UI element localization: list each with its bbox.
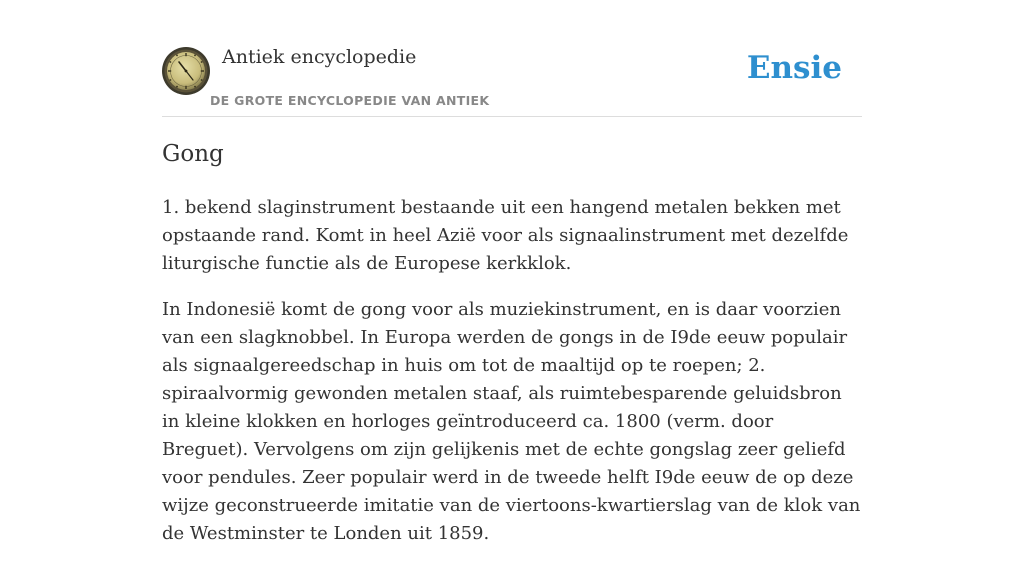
site-header (162, 0, 862, 117)
article-paragraph: In Indonesië komt de gong voor als muziekinstrument, en is daar voorzien van een slagknobbel. In Europa werden de gongs in de I9de eeuw populair als signaalgereedschap in huis om tot de maaltijd op te roepen; 2. spiraalvormig gewonden metalen staaf, als ruimtebesparende geluidsbron in kleine klokken en horloges geïntroduceerd ca. 1800 (verm. door Breguet). Vervolgens om zijn gelijkenis met de echte gongslag zeer geliefd voor pendules. Zeer populair werd in de tweede helft I9de eeuw de op deze wijze geconstrueerde imitatie van de viertoons-kwartierslag van de klok van de Westminster te Londen uit 1859. (162, 299, 861, 544)
article (162, 138, 862, 566)
site-subtitle: DE GROTE ENCYCLOPEDIE VAN ANTIEK (210, 93, 490, 108)
article-body (162, 194, 862, 548)
brand-logo-link[interactable]: Ensie (746, 50, 842, 86)
antique-clock-icon[interactable] (162, 47, 210, 95)
article-paragraph: 1. bekend slaginstrument bestaande uit een hangend metalen bekken met opstaande rand. Komt in heel Azië voor als signaalinstrument met dezelfde liturgische functie als de Europese kerkklok. (162, 197, 849, 274)
article-title: Gong (162, 141, 224, 167)
site-title-link[interactable]: Antiek encyclopedie (222, 46, 417, 68)
